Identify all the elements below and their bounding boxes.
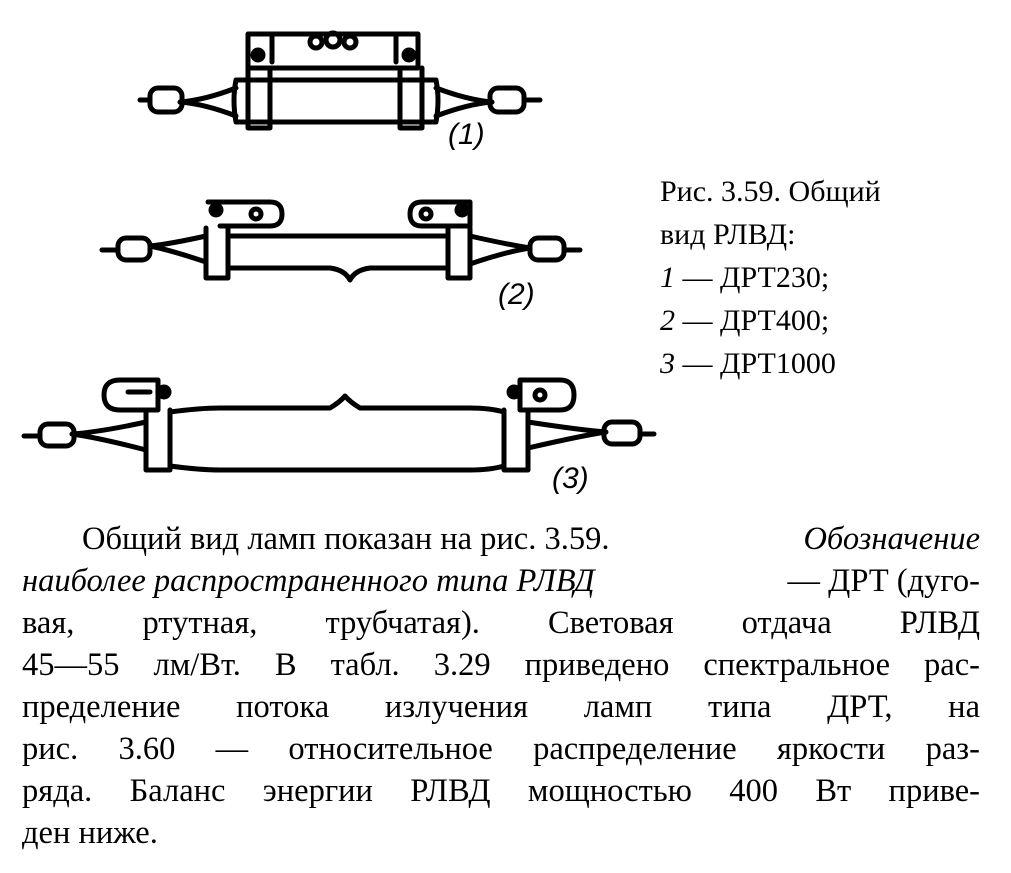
- lamp-2-label: (2): [498, 278, 535, 311]
- lamp-1-drawing: [140, 33, 540, 128]
- lamp-3-label: (3): [552, 462, 589, 495]
- caption-item-2: 2 — ДРТ400;: [660, 304, 830, 337]
- paragraph-line-4: 45—55 лм/Вт. В табл. 3.29 приведено спектральное рас-: [22, 647, 980, 683]
- caption-subtitle: вид РЛВД:: [660, 218, 796, 251]
- lamp-2-drawing: [102, 202, 580, 280]
- lamp-drawings: [0, 0, 660, 500]
- paragraph-line-3: вая, ртутная, трубчатая). Световая отдача РЛВД: [22, 605, 980, 641]
- paragraph-line-7: ряда. Баланс энергии РЛВД мощностью 400 Вт приве-: [22, 773, 980, 809]
- lamp-figure: [0, 0, 660, 500]
- paragraph-line-8: ден ниже.: [22, 815, 158, 851]
- paragraph-line-1: Общий вид ламп показан на рис. 3.59. Обозначение: [82, 521, 980, 557]
- caption-item-1: 1 — ДРТ230;: [660, 261, 830, 294]
- caption-item-3: 3 — ДРТ1000: [660, 347, 836, 380]
- paragraph-line-6: рис. 3.60 — относительное распределение яркости раз-: [22, 731, 980, 767]
- paragraph-line-5: пределение потока излучения ламп типа ДРТ, на: [22, 689, 980, 725]
- lamp-1-label: (1): [448, 118, 485, 151]
- body-paragraph: [22, 518, 980, 854]
- paragraph-line-2: наиболее распространенного типа РЛВД — ДРТ (дуго-: [22, 563, 980, 599]
- figure-caption: [660, 170, 990, 385]
- lamp-3-drawing: [24, 380, 654, 470]
- caption-title: Рис. 3.59. Общий: [660, 175, 881, 208]
